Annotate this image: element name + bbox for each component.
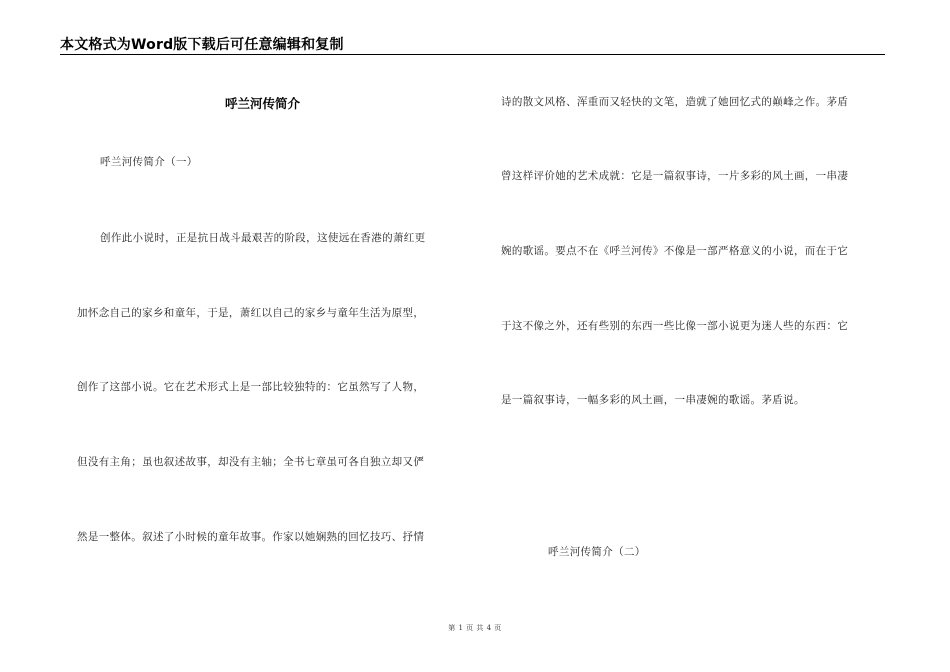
page-number: 第 1 页 共 4 页 <box>448 624 502 632</box>
header-banner: 本文格式为Word版下载后可任意编辑和复制 <box>60 37 344 53</box>
right-subheading: 呼兰河传简介（二） <box>548 546 646 558</box>
paragraph-line: 婉的歌谣。要点不在《呼兰河传》不像是一部严格意义的小说，而在于它 <box>501 245 849 257</box>
paragraph-line: 创作了这部小说。它在艺术形式上是一部比较独特的：它虽然写了人物， <box>77 381 425 393</box>
header-divider <box>60 54 885 55</box>
paragraph-line: 但没有主角；虽也叙述故事，却没有主轴；全书七章虽可各自独立却又俨 <box>77 456 425 468</box>
left-subheading: 呼兰河传简介（一） <box>100 156 198 168</box>
paragraph-line: 诗的散文风格、浑重而又轻快的文笔，造就了她回忆式的巅峰之作。茅盾 <box>501 96 849 108</box>
document-title: 呼兰河传简介 <box>224 96 300 111</box>
paragraph-line: 于这不像之外，还有些别的东西一些比像一部小说更为迷人些的东西：它 <box>501 320 849 332</box>
paragraph-line: 加怀念自己的家乡和童年，于是，萧红以自己的家乡与童年生活为原型， <box>77 307 425 319</box>
paragraph-line: 曾这样评价她的艺术成就：它是一篇叙事诗，一片多彩的风土画，一串凄 <box>501 170 849 182</box>
paragraph-line: 然是一整体。叙述了小时候的童年故事。作家以她娴熟的回忆技巧、抒情 <box>77 531 425 543</box>
paragraph-line: 创作此小说时，正是抗日战斗最艰苦的阶段，这使远在香港的萧红更 <box>100 232 426 244</box>
paragraph-line: 是一篇叙事诗，一幅多彩的风土画，一串凄婉的歌谣。茅盾说。 <box>501 394 805 406</box>
